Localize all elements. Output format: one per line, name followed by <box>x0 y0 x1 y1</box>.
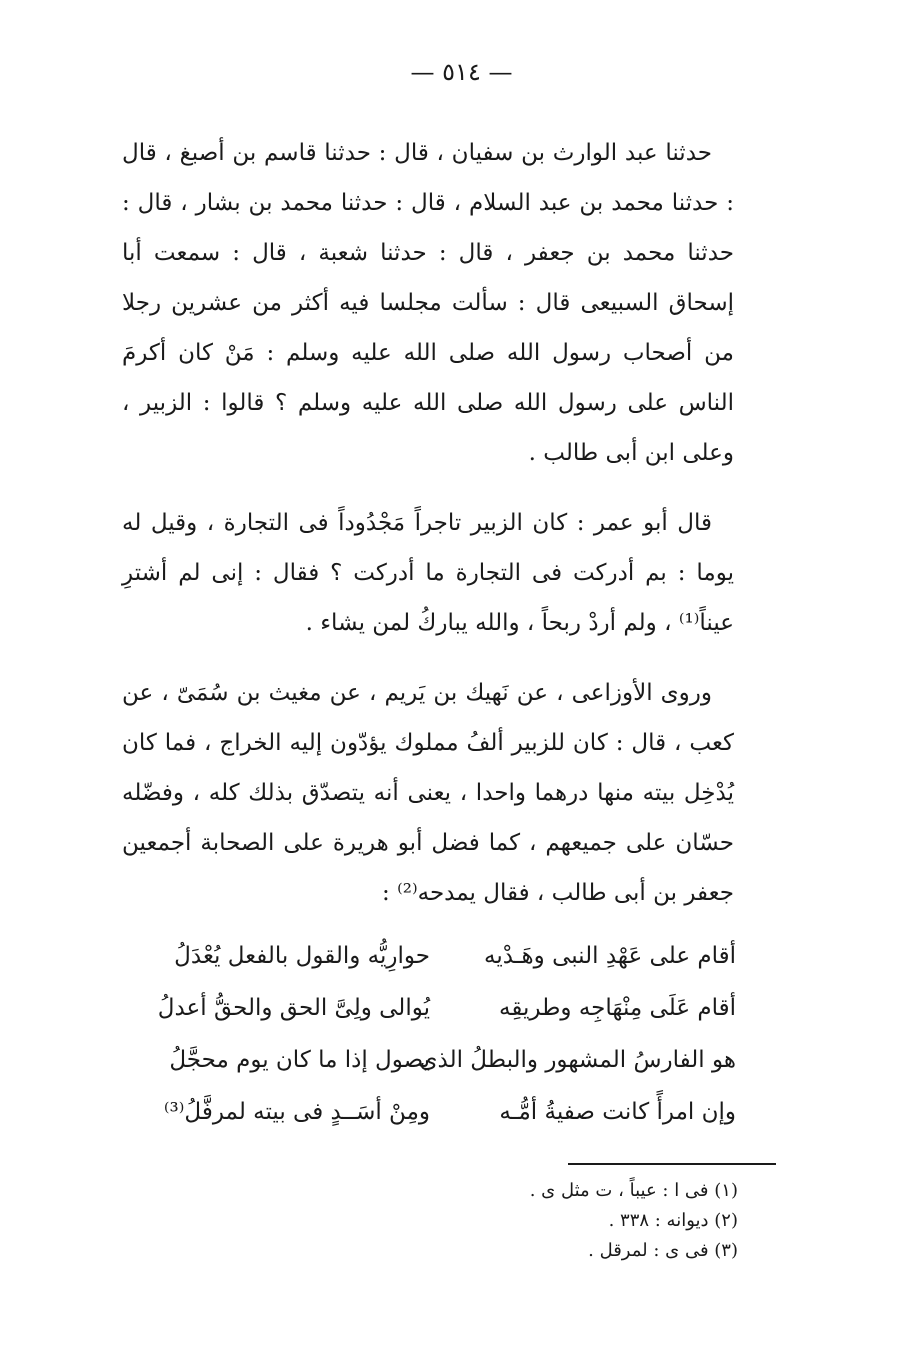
footnote-separator <box>568 1163 776 1165</box>
paragraph-2: قال أبو عمر : كان الزبير تاجراً مَجْدُوداً فى التجارة ، وقيل له يوما : بم أدركت فى التجارة ما أدركت ؟ فقال : إنى لم أشترِ عيناً⁽¹⁾ ، ولم أردْ ربحاً ، والله يباركُ لمن يشاء . <box>122 510 734 636</box>
paragraph-3: وروى الأوزاعى ، عن نَهيك بن يَريم ، عن مغيث بن سُمَىّ ، عن كعب ، قال : كان للزبير ألفُ مملوك يؤدّون إليه الخراج ، فما كان يُدْخِل بيته منها درهما واحدا ، يعنى أنه يتصدّق بذلك كله ، وفضّله حسّان على جميعهم ، كما فضل أبو هريرة على الصحابة أجمعين جعفر بن أبى طالب ، فقال يمدحه⁽²⁾ : <box>122 680 734 906</box>
verse-second-hemistich: يُوالى ولِىَّ الحق والحقُّ أعدلُ <box>157 995 430 1021</box>
poem-verse <box>130 982 736 1034</box>
main-text <box>122 128 734 938</box>
poem <box>130 930 736 1138</box>
verse-first-hemistich: وإن امرأً كانت صفيةُ أمُّـه <box>499 1099 736 1125</box>
footnotes <box>400 1176 738 1266</box>
poem-verse <box>130 930 736 982</box>
verse-second-hemistich: يصول إذا ما كان يوم محجَّلُ <box>169 1047 430 1073</box>
paragraph-1: حدثنا عبد الوارث بن سفيان ، قال : حدثنا قاسم بن أصبغ ، قال : حدثنا محمد بن عبد السلام ، قال : حدثنا محمد بن بشار ، قال : حدثنا محمد بن جعفر ، قال : حدثنا شعبة ، قال : سمعت أبا إسحاق السبيعى قال : سألت مجلسا فيه أكثر من عشرين رجلا من أصحاب رسول الله صلى الله عليه وسلم : مَنْ كان أكرمَ الناس على رسول الله صلى الله عليه وسلم ؟ قالوا : الزبير ، وعلى ابن أبى طالب . <box>122 140 734 466</box>
footnote-3: (٣) فى ى : لمرقل . <box>588 1240 738 1261</box>
verse-first-hemistich: هو الفارسُ المشهور والبطلُ الذى <box>419 1047 736 1073</box>
footnote-1: (١) فى ا : عيباً ، ت مثل ى . <box>529 1180 738 1201</box>
verse-first-hemistich: أقام على عَهْدِ النبى وهَـدْيه <box>483 943 736 969</box>
verse-second-hemistich: حوارِيُّه والقول بالفعل يُعْدَلُ <box>174 943 430 969</box>
verse-second-hemistich: ومِنْ أسَــدٍ فى بيته لمرفَّلُ⁽³⁾ <box>163 1099 430 1125</box>
footnote-2: (٢) ديوانه : ٣٣٨ . <box>608 1210 738 1231</box>
verse-first-hemistich: أقام عَلَى مِنْهَاجِه وطريقِه <box>499 995 736 1021</box>
poem-verse <box>130 1086 736 1138</box>
page-number: — ٥١٤ — <box>410 58 513 86</box>
poem-verse <box>130 1034 736 1086</box>
